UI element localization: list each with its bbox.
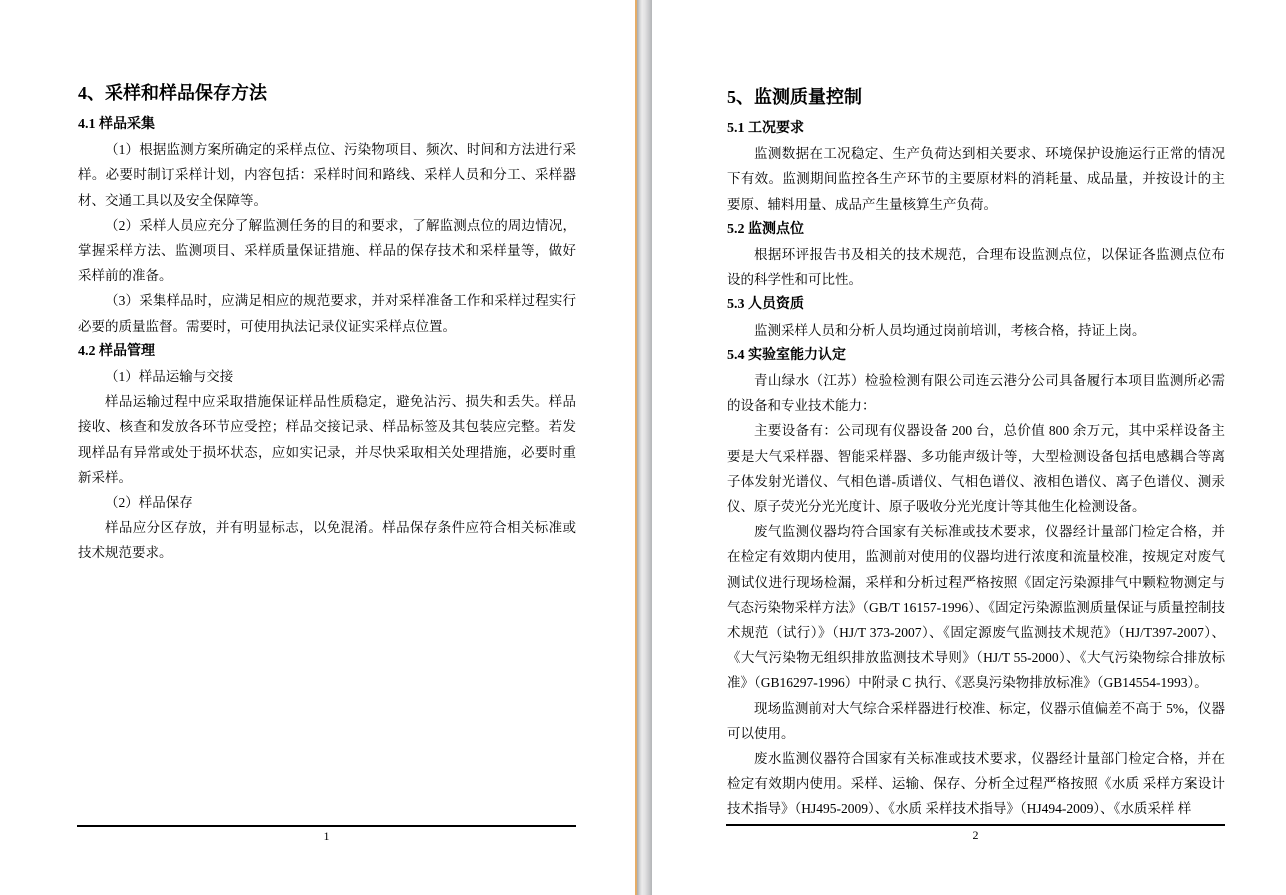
paragraph: 现场监测前对大气综合采样器进行校准、标定，仪器示值偏差不高于 5%，仪器可以使用。	[727, 700, 1225, 741]
subsection-heading: 5.2 监测点位	[727, 221, 804, 237]
subsection-heading: 5.1 工况要求	[727, 121, 804, 136]
page-2[interactable]	[652, 0, 1286, 895]
paragraph: 监测数据在工况稳定、生产负荷达到相关要求、环境保护设施运行正常的情况下有效。监测期间监控各生产环节的主要原材料的消耗量、成品量，并按设计的主要原、辅料用量、成品产生量核算生产负荷。	[727, 146, 1225, 212]
subsection-heading: 5.3 人员资质	[727, 297, 804, 313]
paragraph: 主要设备有：公司现有仪器设备 200 台，总价值 800 余万元，其中采样设备主要是大气采样器、智能采样器、多功能声级计等，大型检测设备包括电感耦合等离子体发射光谱仪、气相色谱-质谱仪、气相色谱仪、液相色谱仪、离子色谱仪、测汞仪、原子荧光分光光度计、原子吸收分光光度计等其他生化检测设备。	[727, 423, 1225, 515]
page-number: 1	[323, 829, 330, 843]
subsection-heading: 4.1 样品采集	[78, 117, 155, 132]
footer-rule	[726, 824, 1225, 826]
paragraph: （2）样品保存	[105, 495, 193, 511]
paragraph: 根据环评报告书及相关的技术规范，合理布设监测点位，以保证各监测点位布设的科学性和可比性。	[727, 247, 1225, 288]
footer-rule	[77, 825, 576, 827]
paragraph: 样品运输过程中应采取措施保证样品性质稳定，避免沾污、损失和丢失。样品接收、核查和发放各环节应受控；样品交接记录、样品标签及其包装应完整。若发现样品有异常或处于损坏状态，应如实记录，并尽快采取相关处理措施，必要时重新采样。	[78, 394, 576, 485]
paragraph: 废气监测仪器均符合国家有关标准或技术要求，仪器经计量部门检定合格，并在检定有效期内使用，监测前对使用的仪器均进行浓度和流量校准，按规定对废气测试仪进行现场检漏，采样和分析过程严格按照《固定污染源排气中颗粒物测定与气态污染物采样方法》（GB/T 16157-1996）、《固定污染源监测质量保证与质量控制技术规范（试行）》（HJ/T 373-2007）、《固定源废气监测技术规范》（HJ/T397-2007）、《大气污染物无组织排放监测技术导则》（HJ/T 55-2000）、《大气污染物综合排放标准》（GB16297-1996）中附录 C 执行、《恶臭污染物排放标准》（GB14554-1993）。	[727, 524, 1225, 691]
subsection-heading: 5.4 实验室能力认定	[727, 347, 846, 363]
paragraph: （2）采样人员应充分了解监测任务的目的和要求，了解监测点位的周边情况，掌握采样方法、监测项目、采样质量保证措施、样品的保存技术和采样量等，做好采样前的准备。	[78, 217, 576, 284]
page-1[interactable]	[0, 0, 635, 895]
paragraph: （3）采集样品时，应满足相应的规范要求，并对采样准备工作和采样过程实行必要的质量监督。需要时，可使用执法记录仪证实采样点位置。	[78, 293, 576, 334]
paragraph: （1）样品运输与交接	[105, 369, 234, 385]
page-2-content	[727, 82, 1225, 822]
paragraph: 监测采样人员和分析人员均通过岗前培训，考核合格，持证上岗。	[754, 322, 1146, 338]
paragraph: 样品应分区存放，并有明显标志，以免混淆。样品保存条件应符合相关标准或技术规范要求。	[78, 520, 576, 561]
paragraph: （1）根据监测方案所确定的采样点位、污染物项目、频次、时间和方法进行采样。必要时制订采样计划，内容包括：采样时间和路线、采样人员和分工、采样器材、交通工具以及安全保障等。	[78, 142, 576, 208]
paragraph: 废水监测仪器符合国家有关标准或技术要求，仪器经计量部门检定合格，并在检定有效期内使用。采样、运输、保存、分析全过程严格按照《水质 采样方案设计技术指导》（HJ495-2009）、《水质 采样技术指导》（HJ494-2009）、《水质采样 样	[727, 751, 1225, 817]
page-number: 2	[972, 828, 979, 842]
subsection-heading: 4.2 样品管理	[78, 343, 155, 359]
section-heading: 4、采样和样品保存方法	[78, 83, 267, 103]
section-heading: 5、监测质量控制	[727, 87, 862, 107]
page-1-content	[78, 78, 576, 566]
page-separator	[635, 0, 652, 895]
paragraph: 青山绿水（江苏）检验检测有限公司连云港分公司具备履行本项目监测所必需的设备和专业技术能力：	[727, 373, 1225, 414]
